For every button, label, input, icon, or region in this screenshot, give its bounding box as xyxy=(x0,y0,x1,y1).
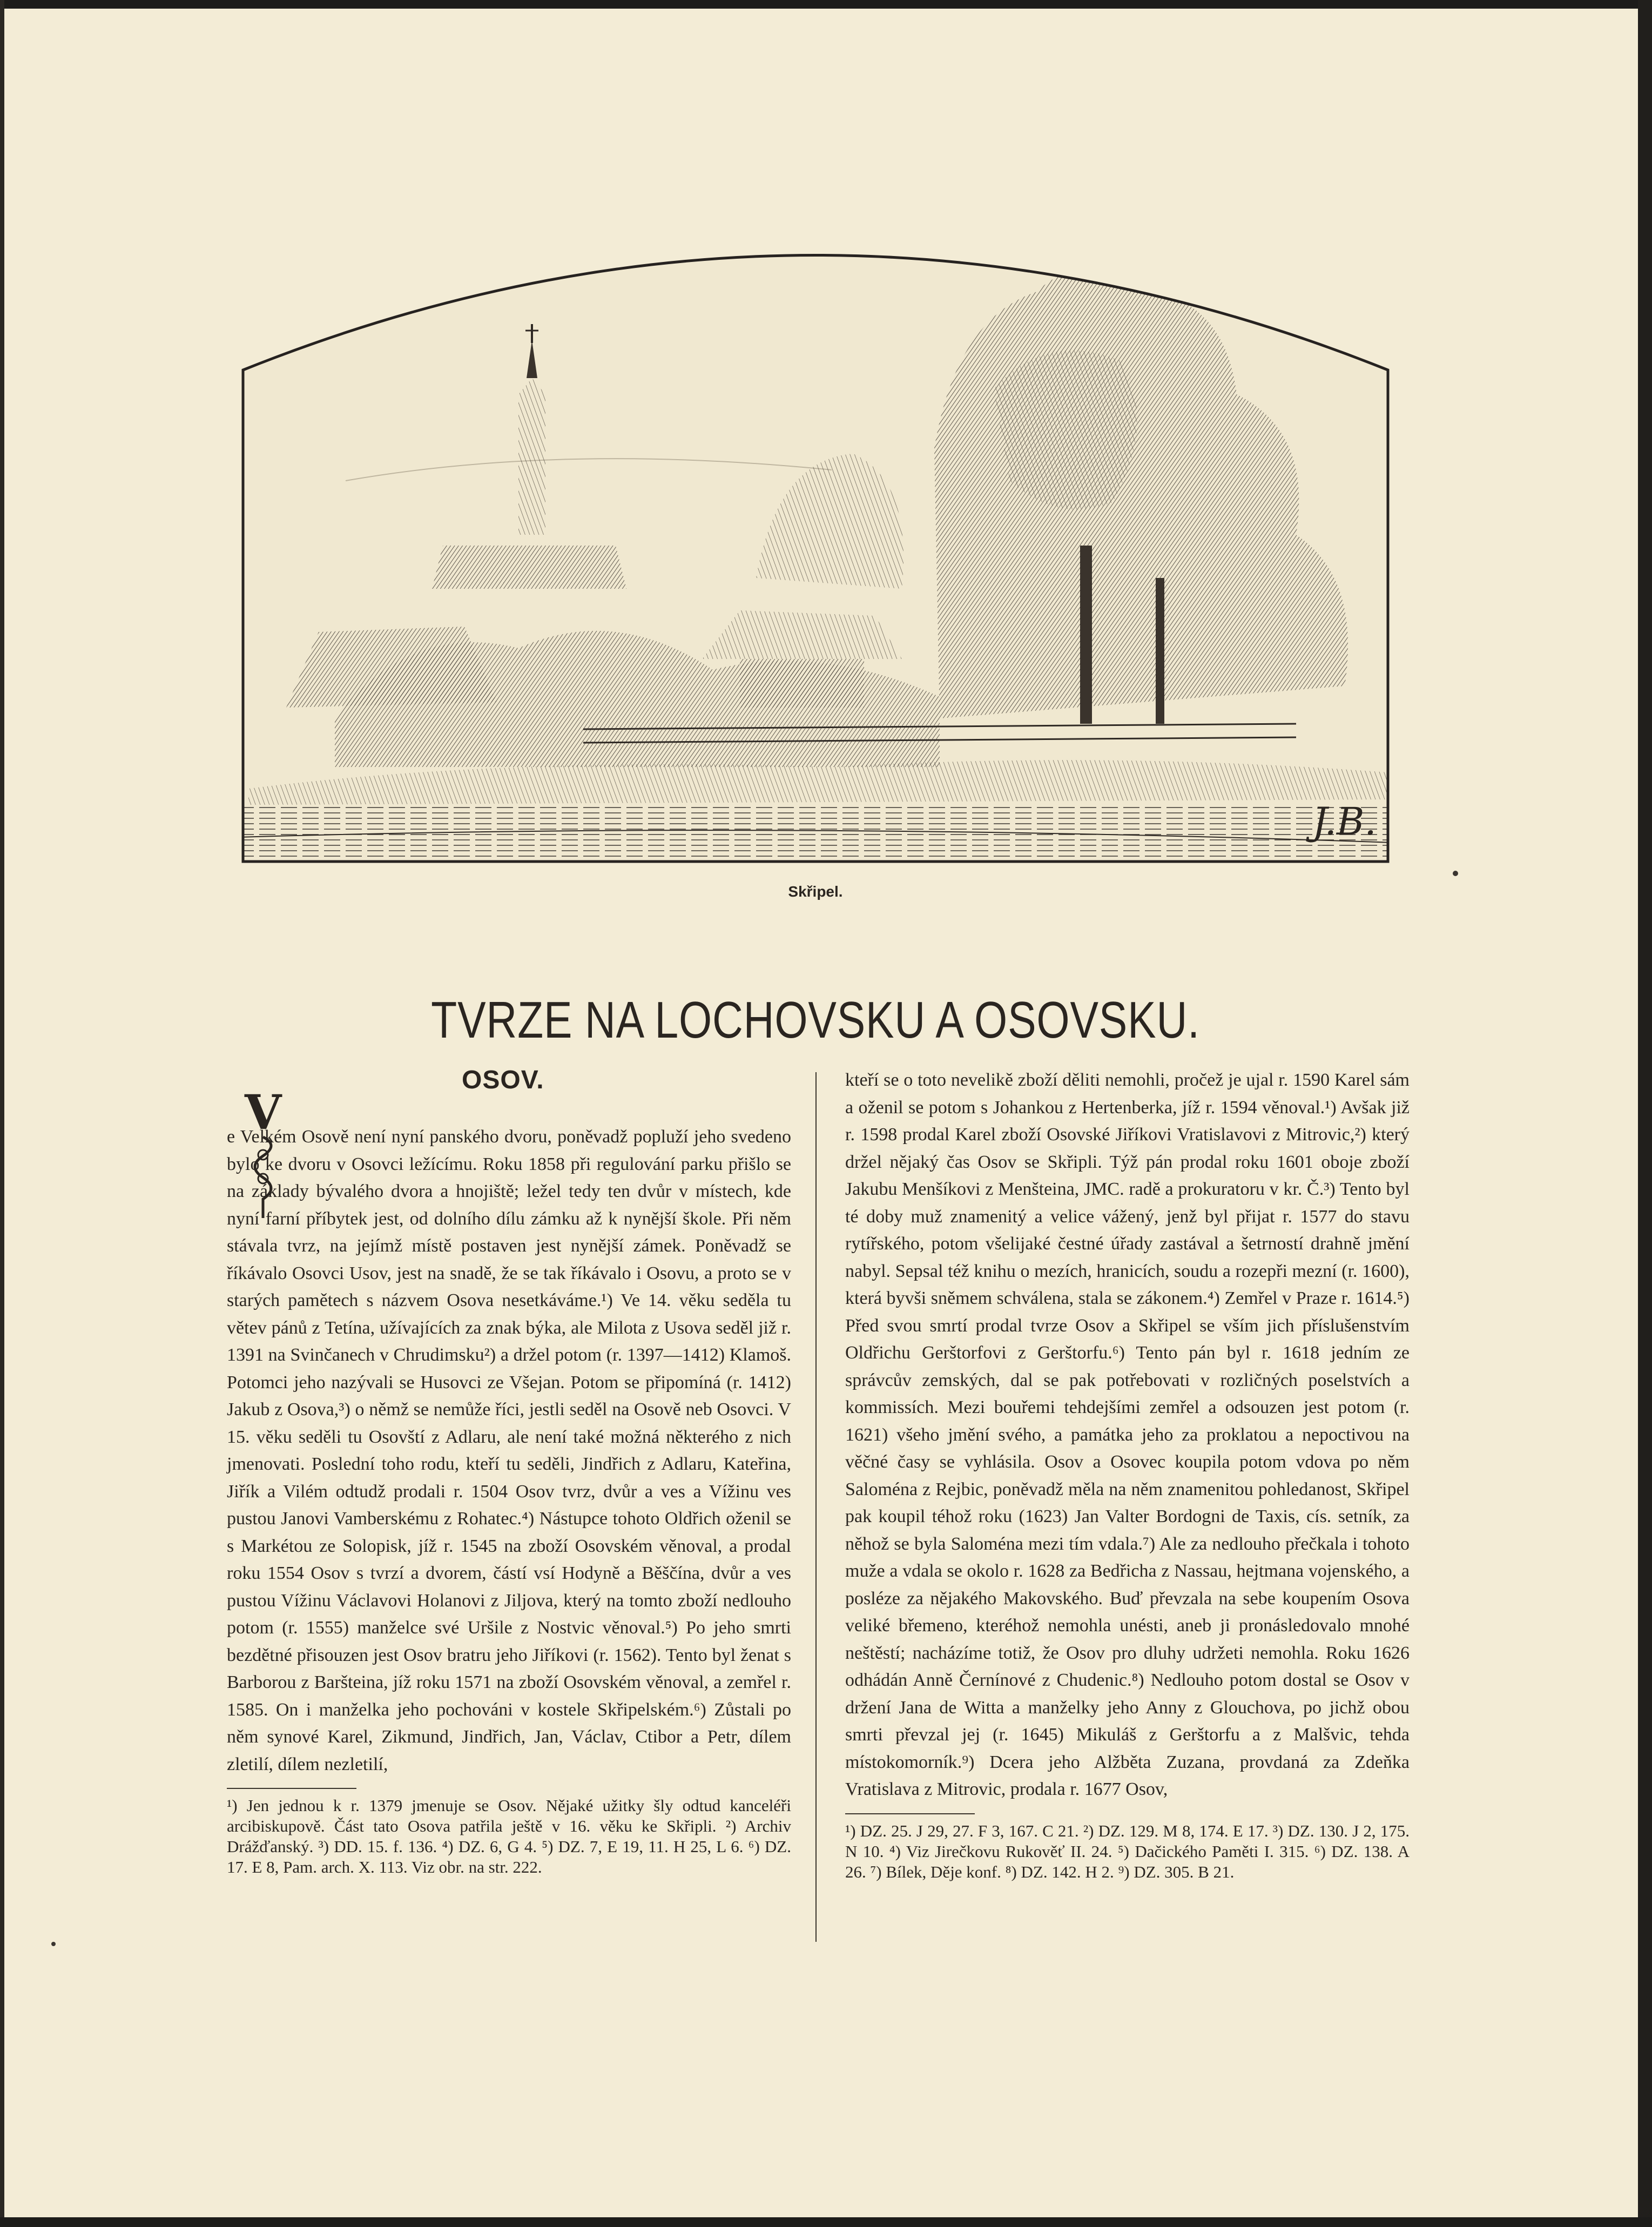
column-divider xyxy=(815,1072,817,1942)
left-column xyxy=(227,1123,791,1878)
dropcap-letter: V xyxy=(245,1086,282,1140)
right-column-text: kteří se o toto nevelikě zboží děliti nemohli, pročež je ujal r. 1590 Karel sám a oženil se potom s Johankou z Hertenberka, jíž r. 1594 věnoval.¹) Avšak již r. 1598 prodal Karel zboží Osovské Jiříkovi Vratislavovi z Mitrovic,²) který držel nějaký čas Osov se Skřipli. Týž pán prodal roku 1601 oboje zboží Jakubu Menšíkovi z Menšteina, JMC. radě a prokuratoru v kr. Č.³) Tento byl té doby muž znamenitý a velice vážený, jenž byl přijat r. 1577 do stavu rytířského, potom všelijaké čestné úřady zastával a šetrností drahně jmění nabyl. Sepsal též knihu o mezích, hranicích, soudu a rozepři mezní (r. 1600), která byvši sněmem schválena, stala se zákonem.⁴) Zemřel v Praze r. 1614.⁵) Před svou smrtí prodal tvrze Osov a Skřipel se vším jich příslušenstvím Oldřichu Gerštorfovi z Gerštorfu.⁶) Tento pán byl r. 1618 jedním ze správcův zemských, dal se pak potřebovati v rozličných poselstvích a kommissích. Mezi bouřemi tehdejšími zemřel a odsouzen jest potom (r. 1621) všeho jmění svého, a památka jeho za proklatou a nepoctivou na věčné časy se vyhlásila. Osov a Osovec koupila potom vdova po něm Saloména z Rejbic, poněvadž měla na něm znamenitou pohledanost, Skřipel pak koupil téhož roku (1623) Jan Valter Bordogni de Taxis, cís. setník, za něhož se byla Saloména mezi tím vdala.⁷) Ale za nedlouho přečkala i tohoto muže a vdala se okolo r. 1628 za Bedřicha z Nassau, hejtmana vojenského, a posléze za nějakého Makovského. Buď převzala na sebe koupením Osova veliké břemeno, kteréhož nemohla unésti, aneb ji pronásledovalo mnohé neštěstí; nacházíme totiž, že Osov pro dluhy udržeti nemohla. Roku 1626 odhádán Anně Černínové z Chudenic.⁸) Nedlouho potom dostal se Osov v držení Jana de Witta a manželky jeho Anny z Glouchova, po jichž obou smrti převzal jej (r. 1645) Mikuláš z Gerštorfu a z Malšvic, tehda místokomorník.⁹) Dcera jeho Alžběta Zuzana, provdaná za Zdeňka Vratislava z Mitrovic, prodala r. 1677 Osov, xyxy=(845,1070,1410,1799)
ink-speck xyxy=(1453,871,1458,876)
engraving-image xyxy=(238,200,1393,872)
scan-border-right xyxy=(1638,0,1652,2227)
artist-signature: J.B. xyxy=(1312,799,1377,844)
scan-border-left xyxy=(0,0,4,2227)
left-column-text: e Velkém Osově není nyní panského dvoru, poněvadž popluží jeho svedeno bylo ke dvoru v Osovci ležícímu. Roku 1858 při regulování parku přišlo se na základy bývalého dvora a hnojiště; ležel tedy ten dvůr v místech, kde nyní farní příbytek jest, od dolního dílu zámku až k nynější škole. Při něm stávala tvrz, na jejímž místě postaven jest nynější zámek. Poněvadž se říkávalo Osovci Usov, jest na snadě, že se tak říkávalo i Osovu, a proto se v starých pamětech s názvem Osova nesetkáváme.¹) Ve 14. věku seděla tu větev pánů z Tetína, užívajících za znak býka, ale Milota z Usova seděl již r. 1391 na Svinčanech v Chrudimsku²) a držel potom (r. 1397—1412) Klamoš. Potomci jeho nazývali se Husovci ze Všejan. Potom se připomíná (r. 1412) Jakub z Osova,³) o němž se nemůže říci, jestli seděl na Osově neb Osovci. V 15. věku seděli tu Osovští z Adlaru, ale není také možná některého z nich jmenovati. Poslední toho rodu, kteří tu seděli, Jindřich z Adlaru, Kateřina, Jiřík a Vilém odtudž prodali r. 1504 Osov tvrz, dvůr a ves a Vížinu ves pustou Janovi Vamberskému z Rohatec.⁴) Nástupce tohoto Oldřich oženil se s Markétou ze Solopisk, jíž r. 1545 na zboží Osovském věnoval, a prodal roku 1554 Osov s tvrzí a dvorem, částí vsí Hodyně a Běščína, dvůr a ves pustou Vížinu Václavovi Holanovi z Jiljova, který na tomto zboží nedlouho potom (r. 1555) manželce své Uršile z Nostvic věnoval.⁵) Po jeho smrti bezdětné přisouzen jest Osov bratru jeho Jiříkovi (r. 1562). Tento byl ženat s Barborou z Baršteina, jíž roku 1571 na zboží Osovském věnoval, a zemřel r. 1585. On i manželka jeho pochováni v kostele Skřipelském.⁶) Zůstali po něm synové Karel, Zikmund, Jindřich, Jan, Václav, Ctibor a Petr, dílem zletilí, dílem nezletilí, xyxy=(227,1127,791,1774)
illustration-caption: Skřipel. xyxy=(788,883,843,900)
scan-border-bottom xyxy=(0,2217,1652,2227)
page-title: TVRZE NA LOCHOVSKU A OSOVSKU. xyxy=(431,991,1200,1049)
scan-border-top xyxy=(0,0,1652,9)
footnote-rule-left xyxy=(227,1788,356,1789)
left-column-footnotes: ¹) Jen jednou k r. 1379 jmenuje se Osov. Nějaké užitky šly odtud kanceléři arcibiskupově. Část tato Osova patřila ještě v 16. věku ke Skřipli. ²) Archiv Drážďanský. ³) DD. 15. f. 136. ⁴) DZ. 6, G 4. ⁵) DZ. 7, E 19, 11. H 25, L 6. ⁶) DZ. 17. E 8, Pam. arch. X. 113. Viz obr. na str. 222. xyxy=(227,1796,791,1876)
right-column xyxy=(845,1067,1410,1882)
footnote-rule-right xyxy=(845,1813,975,1814)
engraving-skripel xyxy=(238,200,1393,872)
section-heading: OSOV. xyxy=(462,1066,544,1094)
ink-speck xyxy=(51,1942,56,1946)
right-column-footnotes: ¹) DZ. 25. J 29, 27. F 3, 167. C 21. ²) DZ. 129. M 8, 174. E 17. ³) DZ. 130. J 2, 175. N 10. ⁴) Viz Jirečkovu Rukověť II. 24. ⁵) Dačického Paměti I. 315. ⁶) DZ. 138. A 26. ⁷) Bílek, Děje konf. ⁸) DZ. 142. H 2. ⁹) DZ. 305. B 21. xyxy=(845,1821,1410,1881)
